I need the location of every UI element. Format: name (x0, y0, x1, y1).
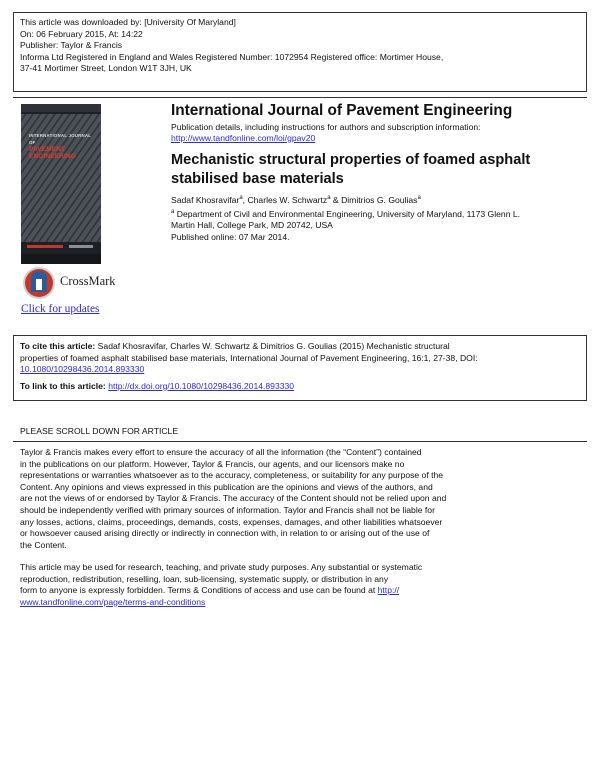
article-title-line: stabilised base materials (171, 171, 344, 187)
divider (13, 97, 587, 98)
download-line: Informa Ltd Registered in England and Wales Registered Number: 1072954 Registered office: Mortimer House, (20, 51, 444, 62)
download-line: This article was downloaded by: [University Of Maryland] (20, 17, 236, 27)
affiliation-marker: a (417, 195, 421, 201)
authors (171, 193, 421, 206)
author-name: Sadaf Khosravifar (171, 194, 240, 205)
link-label: To link to this article: (20, 380, 109, 391)
disclaimer-line: should be independently verified with primary sources of information. Taylor and Francis shall not be liable for (20, 504, 435, 515)
article-link[interactable]: http://dx.doi.org/10.1080/10298436.2014.893330 (108, 380, 295, 391)
cite-text: properties of foamed asphalt stabilised base materials, International Journal of Pavement Engineering, 16:1, 27-38, DOI: (20, 352, 478, 363)
cover-title-line: PAVEMENT (29, 146, 66, 153)
doi-link[interactable]: 10.1080/10298436.2014.893330 (20, 364, 145, 375)
terms-link[interactable]: http:// (377, 585, 400, 596)
download-info (20, 17, 443, 75)
disclaimer-line: any losses, actions, claims, proceedings, demands, costs, expenses, damages, and other liabilities whatsoever (20, 516, 443, 527)
crossmark-logo-icon[interactable] (22, 266, 56, 300)
citation (20, 341, 478, 392)
journal-name: International Journal of Pavement Engineering (171, 102, 513, 119)
article-title-line: Mechanistic structural properties of foamed asphalt (171, 152, 531, 168)
cover-title-line: ENGINEERING (29, 153, 76, 160)
disclaimer-line: Content. Any opinions and views expressed in this publication are the opinions and views of the authors, and (20, 481, 433, 492)
terms-line: This article may be used for research, teaching, and private study purposes. Any substantial or systematic (20, 562, 423, 572)
cite-text: Sadaf Khosravifar, Charles W. Schwartz & Dimitrios G. Goulias (2015) Mechanistic structural (95, 341, 450, 351)
disclaimer-line: representations or warranties whatsoever as to the accuracy, completeness, or suitability for any purpose of the (20, 470, 444, 481)
affiliation-marker: a (327, 195, 331, 201)
disclaimer-paragraph (20, 447, 446, 551)
disclaimer-line: the Content. (20, 539, 67, 550)
scroll-notice: PLEASE SCROLL DOWN FOR ARTICLE (20, 426, 179, 436)
affiliation-line: Department of Civil and Environmental Engineering, University of Maryland, 1173 Glenn L. (176, 208, 521, 219)
terms-link[interactable]: www.tandfonline.com/page/terms-and-conditions (20, 596, 206, 607)
publication-details: Publication details, including instructions for authors and subscription information: (171, 122, 481, 132)
crossmark-label[interactable]: CrossMark (60, 274, 116, 288)
author-separator: & (330, 194, 342, 205)
terms-line: reproduction, redistribution, reselling, loan, sub-licensing, systematic supply, or distribution in any (20, 573, 389, 584)
click-for-updates-link[interactable]: Click for updates (21, 303, 100, 315)
cite-label: To cite this article: (20, 341, 96, 351)
terms-line: form to anyone is expressly forbidden. Terms & Conditions of access and use can be found at (20, 585, 378, 596)
affiliation (171, 207, 520, 244)
author-separator: , (242, 194, 248, 205)
affiliation-marker: a (171, 209, 175, 215)
download-line: On: 06 February 2015, At: 14:22 (20, 28, 143, 39)
terms-paragraph (20, 562, 422, 608)
author-name: Dimitrios G. Goulias (341, 194, 418, 205)
author-name: Charles W. Schwartz (247, 194, 328, 205)
disclaimer-line: in the publications on our platform. However, Taylor & Francis, our agents, and our licensors make no (20, 458, 405, 469)
download-line: 37-41 Mortimer Street, London W1T 3JH, UK (20, 63, 192, 74)
article-title (171, 151, 530, 189)
disclaimer-line: Taylor & Francis makes every effort to ensure the accuracy of all the information (the “Content”) contained (20, 447, 422, 457)
journal-cover-image (21, 104, 101, 264)
journal-url-link[interactable]: http://www.tandfonline.com/loi/gpav20 (171, 133, 316, 143)
download-line: Publisher: Taylor & Francis (20, 40, 123, 51)
published-date: Published online: 07 Mar 2014. (171, 232, 290, 243)
disclaimer-line: are not the views of or endorsed by Taylor & Francis. The accuracy of the Content should not be relied upon and (20, 493, 447, 504)
cover-title-line: INTERNATIONAL JOURNAL OF (29, 133, 92, 145)
affiliation-marker: a (239, 195, 243, 201)
affiliation-line: Martin Hall, College Park, MD 20742, USA (171, 220, 333, 231)
disclaimer-line: or howsoever caused arising directly or indirectly in connection with, in relation to or arising out of the use of (20, 528, 430, 539)
divider (13, 441, 587, 442)
